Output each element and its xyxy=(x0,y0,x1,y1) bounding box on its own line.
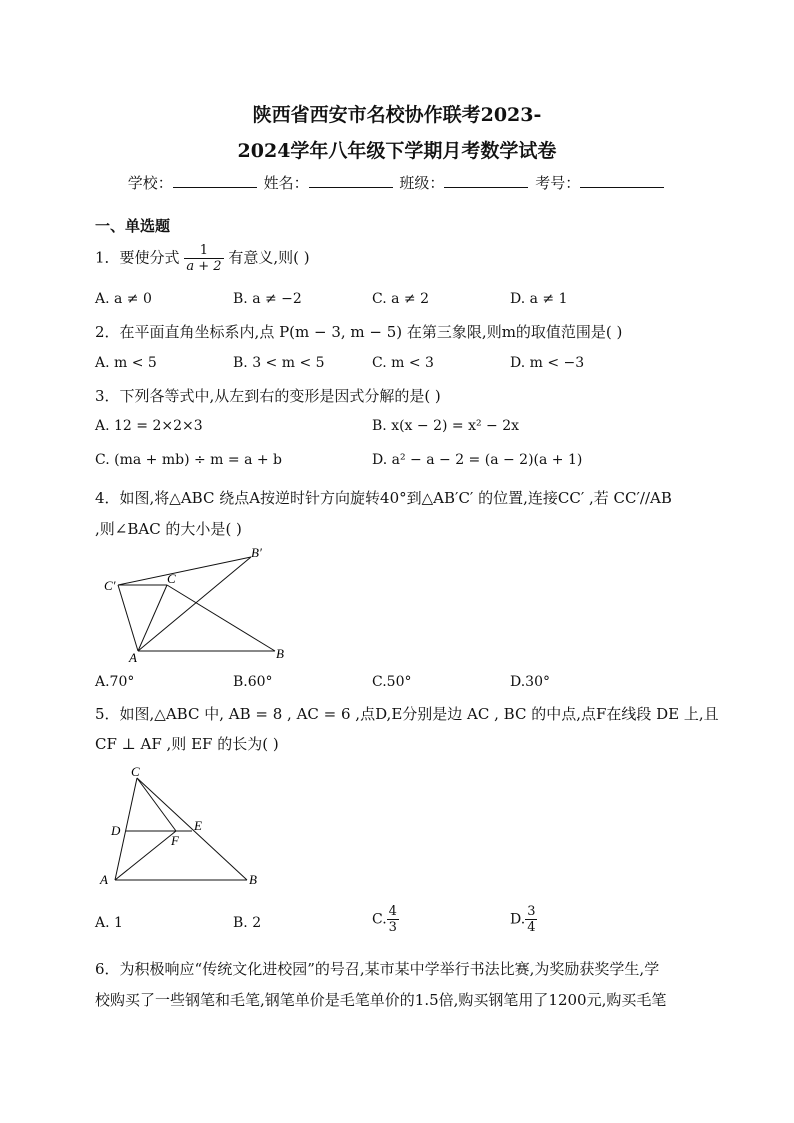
q1-option-b[interactable]: B. a ≠ −2 xyxy=(233,291,302,307)
q5-label-b: B xyxy=(249,872,257,887)
q2-option-c[interactable]: C. m < 3 xyxy=(372,355,434,371)
q5-option-a[interactable]: A. 1 xyxy=(95,915,123,931)
question-2: 2．在平面直角坐标系内,点 P(m − 3, m − 5) 在第三象限,则m的取值范围是( ) xyxy=(95,323,623,341)
segment-c-b xyxy=(137,778,247,880)
class-label: 班级： xyxy=(399,174,445,192)
q1-option-a[interactable]: A. a ≠ 0 xyxy=(95,291,152,307)
name-label: 姓名： xyxy=(263,174,309,192)
q5-option-d-fraction xyxy=(525,904,537,935)
q4-option-b[interactable]: B.60° xyxy=(233,674,273,690)
question-4-line-1: 4．如图,将△ABC 绕点A按逆时针方向旋转40°到△AB′C′ 的位置,连接CC′ ,若 CC′//AB xyxy=(95,489,672,507)
q3-option-b[interactable]: B. x(x − 2) = x² − 2x xyxy=(372,418,520,434)
q5-label-f: F xyxy=(171,833,179,848)
q1-text-pre: 要使分式 xyxy=(119,248,180,267)
page-title-line-1: 陕西省西安市名校协作联考2023- xyxy=(252,104,542,126)
q5-option-c-numerator: 4 xyxy=(388,904,397,919)
q5-option-d[interactable] xyxy=(510,904,537,935)
q4-label-c: C xyxy=(167,571,176,586)
q5-option-d-denominator: 4 xyxy=(527,920,536,935)
q3-option-d[interactable]: D. a² − a − 2 = (a − 2)(a + 1) xyxy=(372,452,583,468)
question-1 xyxy=(95,243,310,274)
q3-option-c[interactable]: C. (ma + mb) ÷ m = a + b xyxy=(95,452,283,468)
q1-fraction-numerator: 1 xyxy=(199,243,209,258)
section-heading: 一、单选题 xyxy=(95,217,171,235)
q5-option-c-denominator: 3 xyxy=(388,920,397,935)
q1-option-c[interactable]: C. a ≠ 2 xyxy=(372,291,429,307)
q4-rotation-figure xyxy=(95,545,305,665)
q5-option-c-letter: C. xyxy=(372,911,387,928)
name-blank[interactable] xyxy=(309,186,393,188)
q1-text-post: 有意义,则( ) xyxy=(228,248,310,267)
exam-number-blank[interactable] xyxy=(580,186,664,188)
q4-label-a: A xyxy=(129,650,137,665)
q1-option-d[interactable]: D. a ≠ 1 xyxy=(510,291,568,307)
q5-label-a: A xyxy=(100,872,108,887)
exam-number-label: 考号： xyxy=(535,174,581,192)
student-info-row xyxy=(0,172,794,193)
q4-label-c1: C′ xyxy=(104,578,116,593)
segment-c-b xyxy=(167,585,275,651)
question-3: 3．下列各等式中,从左到右的变形是因式分解的是( ) xyxy=(95,387,441,405)
q5-label-c: C xyxy=(131,764,140,779)
q5-label-e: E xyxy=(194,818,202,833)
segment-c1-b1 xyxy=(118,557,251,585)
q5-option-b[interactable]: B. 2 xyxy=(233,915,262,931)
q5-triangle-figure xyxy=(95,762,270,892)
class-blank[interactable] xyxy=(444,186,528,188)
q4-option-a[interactable]: A.70° xyxy=(95,674,135,690)
q1-fraction xyxy=(184,243,223,274)
q4-option-d[interactable]: D.30° xyxy=(510,674,550,690)
segment-c-a xyxy=(138,585,167,651)
q4-label-b1: B′ xyxy=(251,545,262,560)
segment-c-f xyxy=(137,778,176,831)
segment-a-b1 xyxy=(138,557,251,651)
question-5-line-1: 5．如图,△ABC 中, AB = 8 , AC = 6 ,点D,E分别是边 AC , BC 的中点,点F在线段 DE 上,且 xyxy=(95,705,719,723)
page-title-line-2: 2024学年八年级下学期月考数学试卷 xyxy=(237,140,557,162)
q2-option-d[interactable]: D. m < −3 xyxy=(510,355,585,371)
q2-option-b[interactable]: B. 3 < m < 5 xyxy=(233,355,325,371)
school-label: 学校： xyxy=(127,174,173,192)
question-4-line-2: ,则∠BAC 的大小是( ) xyxy=(95,520,242,538)
q1-fraction-denominator: a + 2 xyxy=(186,259,222,274)
q5-option-d-letter: D. xyxy=(510,911,526,928)
q5-option-c-fraction xyxy=(387,904,399,935)
q3-option-a[interactable]: A. 12 = 2×2×3 xyxy=(95,418,203,434)
q5-option-d-numerator: 3 xyxy=(527,904,536,919)
question-6-line-2: 校购买了一些钢笔和毛笔,钢笔单价是毛笔单价的1.5倍,购买钢笔用了1200元,购买毛笔 xyxy=(95,991,667,1009)
q2-option-a[interactable]: A. m < 5 xyxy=(95,355,157,371)
question-6-line-1: 6．为积极响应“传统文化进校园”的号召,某市某中学举行书法比赛,为奖励获奖学生,学 xyxy=(95,960,660,978)
question-5-line-2: CF ⊥ AF ,则 EF 的长为( ) xyxy=(95,735,279,753)
segment-c1-a xyxy=(118,585,138,651)
q4-label-b: B xyxy=(276,646,284,661)
q5-option-c[interactable] xyxy=(372,904,399,935)
q1-number: 1． xyxy=(95,248,120,267)
school-blank[interactable] xyxy=(173,186,257,188)
q5-label-d: D xyxy=(111,823,121,838)
q4-option-c[interactable]: C.50° xyxy=(372,674,412,690)
